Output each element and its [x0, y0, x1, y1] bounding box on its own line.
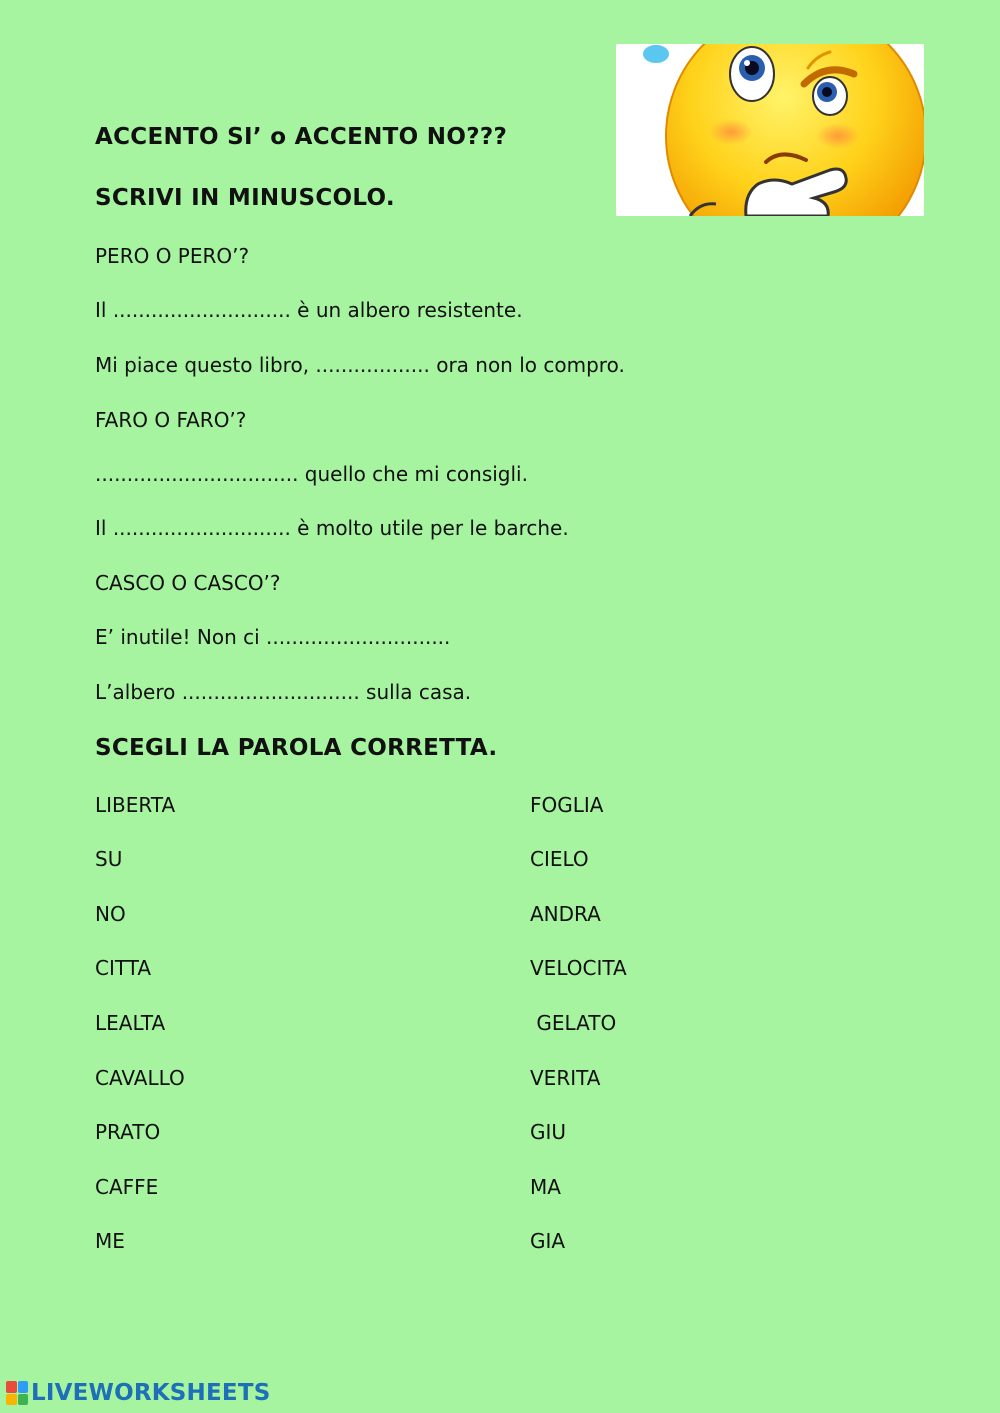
sentence-pero-1: Il ............................ è un albero resistente. — [95, 298, 523, 322]
worksheet-title: ACCENTO SI’ o ACCENTO NO??? — [95, 124, 508, 150]
sentence-faro-1: ................................ quello che mi consigli. — [95, 462, 528, 486]
word-right: GIA — [530, 1229, 566, 1253]
word-left: ME — [95, 1229, 125, 1253]
question-pero: PERO O PERO’? — [95, 244, 250, 268]
word-right: ANDRA — [530, 902, 601, 926]
section-heading-choose-word: SCEGLI LA PAROLA CORRETTA. — [95, 735, 498, 761]
word-left: CAFFE — [95, 1175, 159, 1199]
word-left: PRATO — [95, 1120, 161, 1144]
word-left: CAVALLO — [95, 1066, 185, 1090]
sentence-faro-2: Il ............................ è molto utile per le barche. — [95, 516, 569, 540]
word-right: VELOCITA — [530, 956, 627, 980]
thinking-face-emoji-icon — [616, 44, 924, 216]
word-right: FOGLIA — [530, 793, 604, 817]
word-right: MA — [530, 1175, 561, 1199]
section-heading-lowercase: SCRIVI IN MINUSCOLO. — [95, 185, 395, 211]
sentence-casco-2: L’albero ............................ sulla casa. — [95, 680, 472, 704]
word-left: LIBERTA — [95, 793, 176, 817]
word-left: SU — [95, 847, 123, 871]
liveworksheets-mark-icon — [6, 1381, 28, 1405]
sentence-pero-2: Mi piace questo libro, .................. ora non lo compro. — [95, 353, 625, 377]
word-right: GIU — [530, 1120, 567, 1144]
word-left: NO — [95, 902, 126, 926]
thinking-emoji-image — [616, 44, 924, 216]
brand-name: LIVEWORKSHEETS — [31, 1380, 271, 1406]
liveworksheets-logo[interactable] — [6, 1380, 270, 1406]
word-right: CIELO — [530, 847, 589, 871]
word-right: VERITA — [530, 1066, 601, 1090]
word-left: CITTA — [95, 956, 152, 980]
word-left: LEALTA — [95, 1011, 166, 1035]
word-right: GELATO — [530, 1011, 617, 1035]
question-casco: CASCO O CASCO’? — [95, 571, 281, 595]
sentence-casco-1: E’ inutile! Non ci ............................. — [95, 625, 451, 649]
question-faro: FARO O FARO’? — [95, 408, 247, 432]
